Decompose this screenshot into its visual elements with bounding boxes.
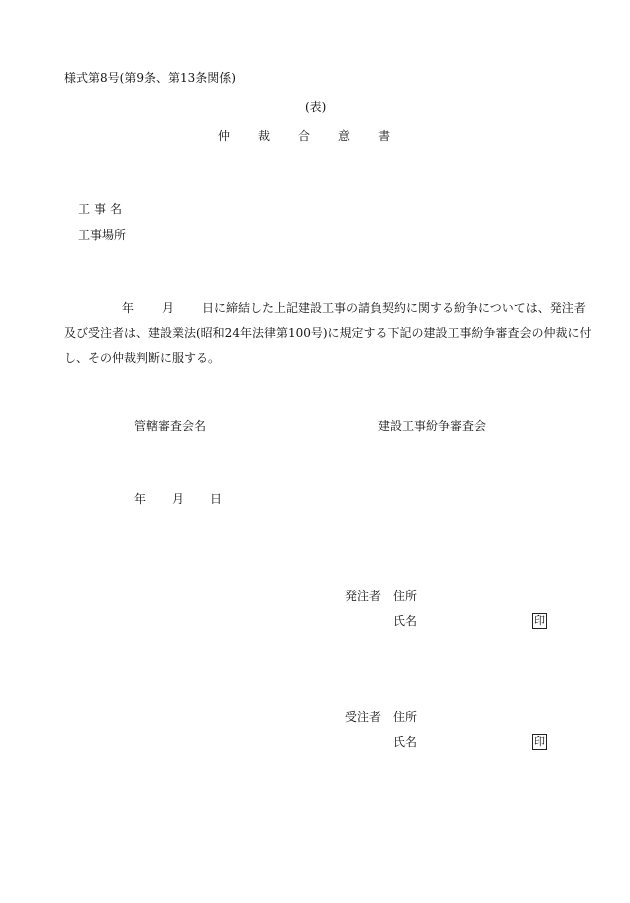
date-line xyxy=(134,491,222,507)
title-char: 書 xyxy=(378,129,391,143)
form-number: 様式第8号(第9条、第13条関係) xyxy=(64,71,236,85)
title-char: 仲 xyxy=(218,129,231,143)
date-year-unit: 年 xyxy=(134,492,147,506)
title-char: 裁 xyxy=(258,129,271,143)
work-name-char: 工 xyxy=(78,202,91,216)
body-line-3: し、その仲裁判断に服する。 xyxy=(64,351,221,365)
orderer-name-label: 氏名 xyxy=(393,614,418,628)
orderer-address-label: 住所 xyxy=(393,589,418,603)
title-char: 意 xyxy=(338,129,351,143)
orderer-seal-mark xyxy=(532,612,547,629)
seal-icon: 印 xyxy=(534,614,545,627)
contractor-address-label: 住所 xyxy=(393,710,418,724)
work-place-label: 工事場所 xyxy=(78,228,127,242)
body-line-2: 及び受注者は、建設業法(昭和24年法律第100号)に規定する下記の建設工事紛争審査会の仲裁に付 xyxy=(64,326,592,340)
council-name: 建設工事紛争審査会 xyxy=(378,419,487,433)
document-title xyxy=(218,128,390,144)
work-name-label xyxy=(78,201,126,217)
work-name-char: 名 xyxy=(110,202,123,216)
body-year-unit: 年 xyxy=(122,301,135,315)
council-label: 管轄審査会名 xyxy=(134,419,207,433)
seal-icon: 印 xyxy=(534,735,545,748)
title-char: 合 xyxy=(298,129,311,143)
body-line-1-text: 日に締結した上記建設工事の請負契約に関する紛争については、発注者 xyxy=(202,301,586,315)
date-month-unit: 月 xyxy=(172,492,185,506)
orderer-role-label: 発注者 xyxy=(345,589,382,603)
agreement-body xyxy=(64,296,592,371)
side-label: (表) xyxy=(305,100,327,114)
work-name-char: 事 xyxy=(94,202,107,216)
body-line-1 xyxy=(64,296,584,321)
date-day-unit: 日 xyxy=(210,492,223,506)
contractor-seal-mark xyxy=(532,733,547,750)
contractor-role-label: 受注者 xyxy=(345,710,382,724)
contractor-name-label: 氏名 xyxy=(393,735,418,749)
body-month-unit: 月 xyxy=(162,301,175,315)
